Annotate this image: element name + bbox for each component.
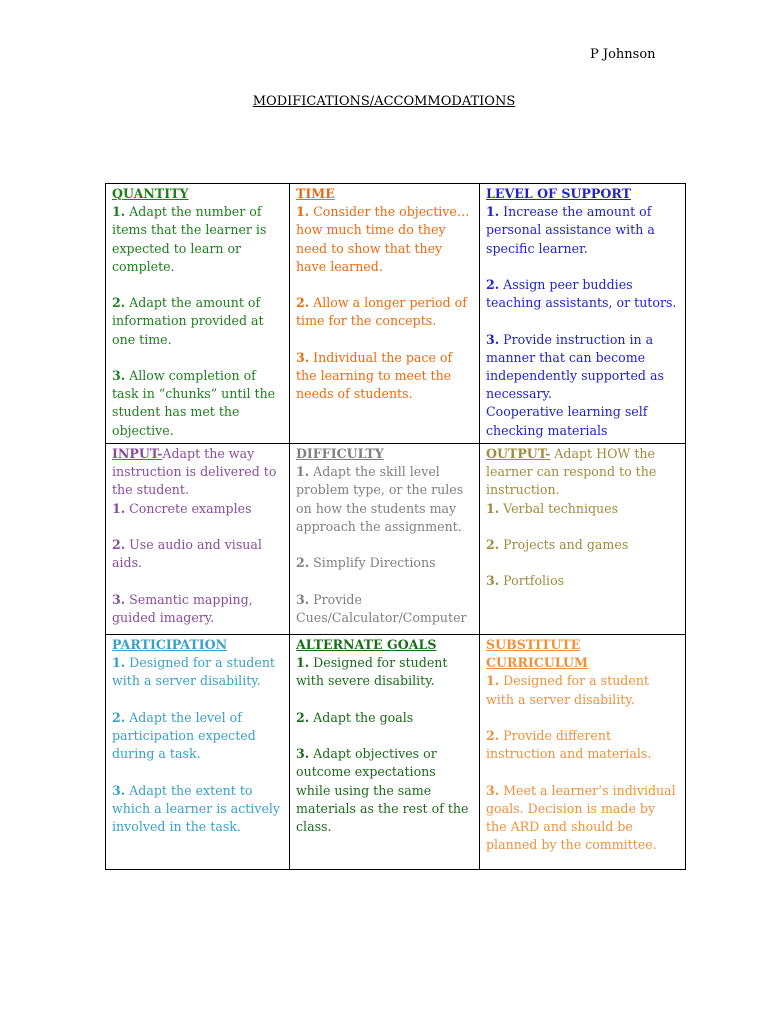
list-item: 3. Allow completion of task in “chunks” until the student has met the objective.: [112, 368, 276, 438]
table-row: [106, 635, 686, 870]
list-item: 2. Projects and games: [486, 537, 629, 552]
cell-output: [480, 444, 686, 635]
cell-time: [290, 184, 480, 444]
list-item: 1. Designed for a student with a server disability.: [486, 673, 649, 707]
list-item: 2. Adapt the goals: [296, 709, 414, 725]
list-item: 1. Increase the amount of personal assistance with a specific learner.: [486, 204, 655, 256]
list-item: 2. Simplify Directions: [296, 555, 436, 571]
cell-heading: SUBSTITUTE CURRICULUM: [486, 637, 588, 671]
list-item: 3. Adapt objectives or outcome expectations while using the same materials as the rest of the class.: [296, 746, 469, 834]
cell-difficulty: [290, 444, 480, 635]
list-item: 3. Semantic mapping, guided imagery.: [112, 591, 253, 625]
cell-alternate-goals: [290, 635, 480, 870]
cell-input: [106, 444, 290, 635]
cell-heading: PARTICIPATION: [112, 637, 228, 652]
cell-heading: DIFFICULTY: [296, 446, 384, 461]
list-item: 1. Verbal techniques: [486, 500, 619, 516]
table-row: [106, 444, 686, 635]
table-row: [106, 184, 686, 444]
cell-level-of-support: [480, 184, 686, 444]
list-item: 1. Consider the objective…how much time do they need to show that they have learned.: [296, 204, 470, 274]
cell-quantity: [106, 184, 290, 444]
cell-heading: OUTPUT-: [486, 446, 551, 461]
list-item: 3. Portfolios: [486, 573, 565, 589]
cell-intro: OUTPUT- Adapt HOW the learner can respond to the instruction.: [486, 446, 657, 498]
list-item: 2. Assign peer buddies teaching assistants, or tutors.: [486, 277, 677, 311]
list-item: 1. Adapt the number of items that the learner is expected to learn or complete.: [112, 204, 267, 274]
cell-heading: QUANTITY: [112, 186, 189, 201]
document-title: MODIFICATIONS/ACCOMMODATIONS: [252, 94, 516, 109]
cell-substitute-curriculum: [480, 635, 686, 870]
cell-heading: LEVEL OF SUPPORT: [486, 186, 631, 201]
list-item: 1. Designed for student with severe disability.: [296, 655, 448, 689]
list-item: 2. Provide different instruction and materials.: [486, 728, 652, 762]
list-item: 3. Individual the pace of the learning to meet the needs of students.: [296, 349, 453, 402]
cell-heading: INPUT-: [112, 446, 163, 461]
list-item: 2. Adapt the amount of information provided at one time.: [112, 295, 264, 347]
cell-note: Cooperative learning self checking materials: [486, 404, 648, 438]
list-item: 2. Adapt the level of participation expected during a task.: [112, 709, 256, 762]
list-item: 1. Concrete examples: [112, 500, 252, 516]
list-item: 1. Designed for a student with a server disability.: [112, 655, 275, 689]
cell-heading: ALTERNATE GOALS: [296, 637, 437, 652]
cell-intro: INPUT-Adapt the way instruction is delivered to the student.: [112, 446, 277, 498]
list-item: 2. Use audio and visual aids.: [112, 537, 262, 571]
list-item: 3. Provide Cues/Calculator/Computer: [296, 591, 467, 625]
list-item: 2. Allow a longer period of time for the concepts.: [296, 295, 467, 329]
list-item: 1. Adapt the skill level problem type, or the rules on how the students may approach the assignment.: [296, 464, 464, 534]
author-name: P Johnson: [590, 47, 656, 62]
cell-participation: [106, 635, 290, 870]
accommodations-table: [105, 183, 686, 870]
list-item: 3. Meet a learner’s individual goals. Decision is made by the ARD and should be planned by the committee.: [486, 782, 676, 853]
list-item: 3. Adapt the extent to which a learner is actively involved in the task.: [112, 782, 281, 834]
list-item: 3. Provide instruction in a manner that can become independently supported as necessary.: [486, 331, 664, 402]
cell-heading: TIME: [296, 186, 335, 201]
